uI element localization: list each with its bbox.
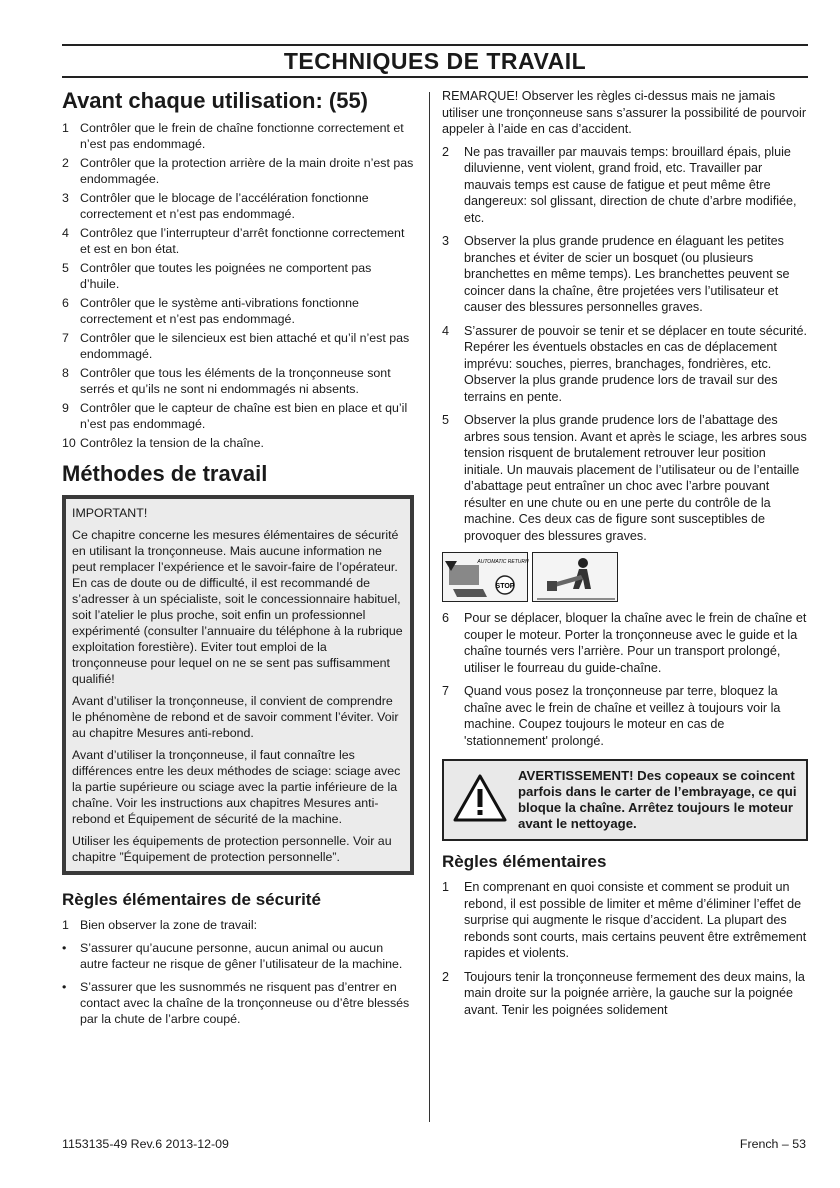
item-number: 6 [62,296,69,310]
item-text: Pour se déplacer, bloquer la chaîne avec le frein de chaîne et couper le moteur. Porter la tronçonneuse avec le guide et la chaîne tournés vers l’arrière. Pour un transport prolongé, utiliser le fourreau du guide-chaîne. [464,611,807,675]
item-text: Ne pas travailler par mauvais temps: brouillard épais, pluie diluvienne, vent violent, grand froid, etc. Travailler par mauvais temps est cause de fatigue et peut même être dangereux: sol glissant, direction de chute d’arbre modifiée, etc. [464,144,797,225]
item-text: Contrôler que le silencieux est bien attaché et qu’il n’est pas endommagé. [80,331,410,361]
list-item [62,365,414,397]
item-text: Contrôlez que l’interrupteur d’arrêt fonctionne correctement et est en bon état. [80,226,405,256]
important-title: IMPORTANT! [72,506,148,520]
item-text: Bien observer la zone de travail: [80,918,258,932]
list-item [442,144,808,227]
pictogram-row [442,552,808,602]
list-item [62,190,414,222]
item-text: Contrôler que tous les éléments de la tronçonneuse sont serrés et qu’ils ne sont ni endommagés ni absents. [80,366,391,396]
item-number: 5 [442,413,450,427]
stop-label: STOP [495,583,515,590]
important-p1: Ce chapitre concerne les mesures élémentaires de sécurité en utilisant la tronçonneuse. Mais aucune information ne peut remplacer l’expérience et le savoir-faire de l’opérateur. En cas de doute ou de difficulté, il est recommandé de s’adresser à un spécialiste, soit le concessionnaire habituel, soit l’atelier le plus proche, soit enfin un professionnel expérimenté (consulter l’annuaire du téléphone à la rubrique exploitation forestière). Eviter tout emploi de la tronçonneuse pour lequel on ne se sent pas suffisamment qualifié! [72,528,403,686]
list-item [62,120,414,152]
list-item [442,969,808,1019]
avant-heading: Avant chaque utilisation: (55) [62,88,369,113]
item-number: 1 [62,918,69,932]
precautions-list [442,144,808,545]
item-number: • [62,941,67,955]
important-p3: Avant d’utiliser la tronçonneuse, il faut connaître les différences entre les deux méthodes de sciage: sciage avec la partie supérieure ou sciage avec la partie inférieure de la chaîne. Voir les instructions aux chapitres Mesures anti-rebond et Équipement de sécurité de la machine. [72,748,401,826]
item-text: Contrôler que la protection arrière de la main droite n’est pas endommagée. [80,156,414,186]
regles-securite-heading: Règles élémentaires de sécurité [62,890,321,909]
item-number: 1 [442,880,450,894]
page-title: TECHNIQUES DE TRAVAIL [283,48,587,74]
warning-text: AVERTISSEMENT! Des copeaux se coincent parfois dans le carter de l’embrayage, ce qui bloque la chaîne. Arrêtez toujours le moteur avant le nettoyage. [518,768,797,831]
list-item [442,323,808,406]
item-number: 2 [442,969,450,984]
item-text: S’assurer que les susnommés ne risquent pas d’entrer en contact avec la chaîne de la tronçonneuse ou d’être blessés par la chute de l’arbre coupé. [80,980,410,1026]
item-text: Contrôlez la tension de la chaîne. [80,436,264,450]
item-number: 9 [62,401,69,415]
item-number: 1 [62,121,69,135]
list-item [62,400,414,432]
list-item [442,610,808,676]
item-text: Observer la plus grande prudence lors de l’abattage des arbres sous tension. Avant et après le sciage, les arbres sous tension risquent de brutalement retrouver leur position initiale. Un mauvais placement de l’utilisateur ou de l’entaille d’abattage peut entraîner un choc avec l’arbre pouvant résulter en une chute ou en une perte du contrôle de la machine. Ces deux cas de figure sont susceptibles de provoquer des blessures graves. [464,413,807,543]
list-item [62,155,414,187]
left-column [62,88,414,1034]
page-title-bar [62,44,808,78]
item-number: • [62,980,67,994]
important-p2: Avant d’utiliser la tronçonneuse, il convient de comprendre le phénomène de rebond et de savoir comment l’éviter. Voir au chapitre Mesures anti-rebond. [72,694,399,740]
item-number: 7 [62,331,69,345]
warning-box [442,759,808,841]
item-text: Contrôler que le blocage de l’accélération fonctionne correctement et n’est pas endommagé. [80,191,369,221]
item-number: 2 [62,156,69,170]
carrying-pictogram [532,552,618,602]
right-column [442,88,808,1025]
list-item [62,940,414,972]
item-number: 10 [62,436,76,450]
item-number: 4 [442,323,450,338]
item-number: 3 [442,234,450,248]
list-item [442,233,808,316]
warning-triangle-icon [452,773,512,828]
regles-heading: Règles élémentaires [442,852,607,871]
list-item [62,295,414,327]
regles-list [442,879,808,1018]
list-item [62,917,414,933]
auto-return-label: AUTOMATIC RETURN [477,559,529,565]
list-item [62,979,414,1027]
remarque-paragraph: REMARQUE! Observer les règles ci-dessus mais ne jamais utiliser une tronçonneuse sans s’assurer la possibilité de pourvoir appeler à l’aide en cas d’accident. [442,89,807,136]
person-carrying-saw-icon [533,553,619,603]
column-divider [429,92,430,1122]
item-text: Quand vous posez la tronçonneuse par terre, bloquez la chaîne avec le frein de chaîne et veillez à toujours voir la machine. Coupez toujours le moteur en cas de 'stationnement' prolongé. [464,684,781,748]
list-item [62,225,414,257]
item-number: 8 [62,366,69,380]
item-text: S’assurer de pouvoir se tenir et se déplacer en toute sécurité. Repérer les éventuels obstacles en cas de déplacement imprévu: souches, pierres, branchages, fondrières, etc. Observer la plus grande prudence lors de travail sur des terrains en pente. [464,323,808,404]
list-item [62,330,414,362]
securite-list [62,917,414,933]
item-number: 4 [62,226,69,240]
item-text: Contrôler que le frein de chaîne fonctionne correctement et n’est pas endommagé. [80,121,404,151]
item-number: 3 [62,191,69,205]
important-box [62,495,414,875]
chain-brake-icon [443,553,529,603]
item-text: S’assurer qu’aucune personne, aucun animal ou aucun autre facteur ne risque de gêner l’utilisateur de la machine. [80,941,403,971]
item-number: 7 [442,684,450,698]
bullet-list [62,940,414,1027]
avant-list [62,120,414,451]
methodes-heading: Méthodes de travail [62,461,268,486]
item-text: Contrôler que toutes les poignées ne comportent pas d’huile. [80,261,372,291]
item-text: En comprenant en quoi consiste et comment se produit un rebond, il est possible de limiter et même d’éliminer l’effet de surprise qui augmente le risque d’accident. La plupart des rebonds sont courts, mais certains peuvent être extrêmement rapides et violents. [464,880,807,960]
list-item [442,683,808,749]
item-number: 2 [442,144,450,159]
item-number: 6 [442,611,450,625]
automatic-return-pictogram [442,552,528,602]
item-text: Toujours tenir la tronçonneuse fermement des deux mains, la main droite sur la poignée arrière, la gauche sur la poignée avant. Tenir les poignées solidement [464,969,805,1017]
item-text: Contrôler que le système anti-vibrations fonctionne correctement et n’est pas endommagé. [80,296,359,326]
list-item [62,260,414,292]
item-number: 5 [62,261,69,275]
item-text: Contrôler que le capteur de chaîne est bien en place et qu’il n’est pas endommagé. [80,401,408,431]
list-item [442,879,808,962]
transport-list [442,610,808,749]
list-item [442,412,808,544]
list-item [62,435,414,451]
item-text: Observer la plus grande prudence en élaguant les petites branches et éviter de scier un bosquet (ou plusieurs branchettes en même temps). Les branchettes peuvent se coincer dans la chaîne, être projetées vers l’utilisateur et causer des blessures personnelles graves. [464,234,790,314]
page-number: French – 53 [739,1137,806,1151]
important-p4: Utiliser les équipements de protection personnelle. Voir au chapitre ”Équipement de protection personnelle”. [72,834,392,864]
document-reference: 1153135-49 Rev.6 2013-12-09 [62,1137,229,1151]
